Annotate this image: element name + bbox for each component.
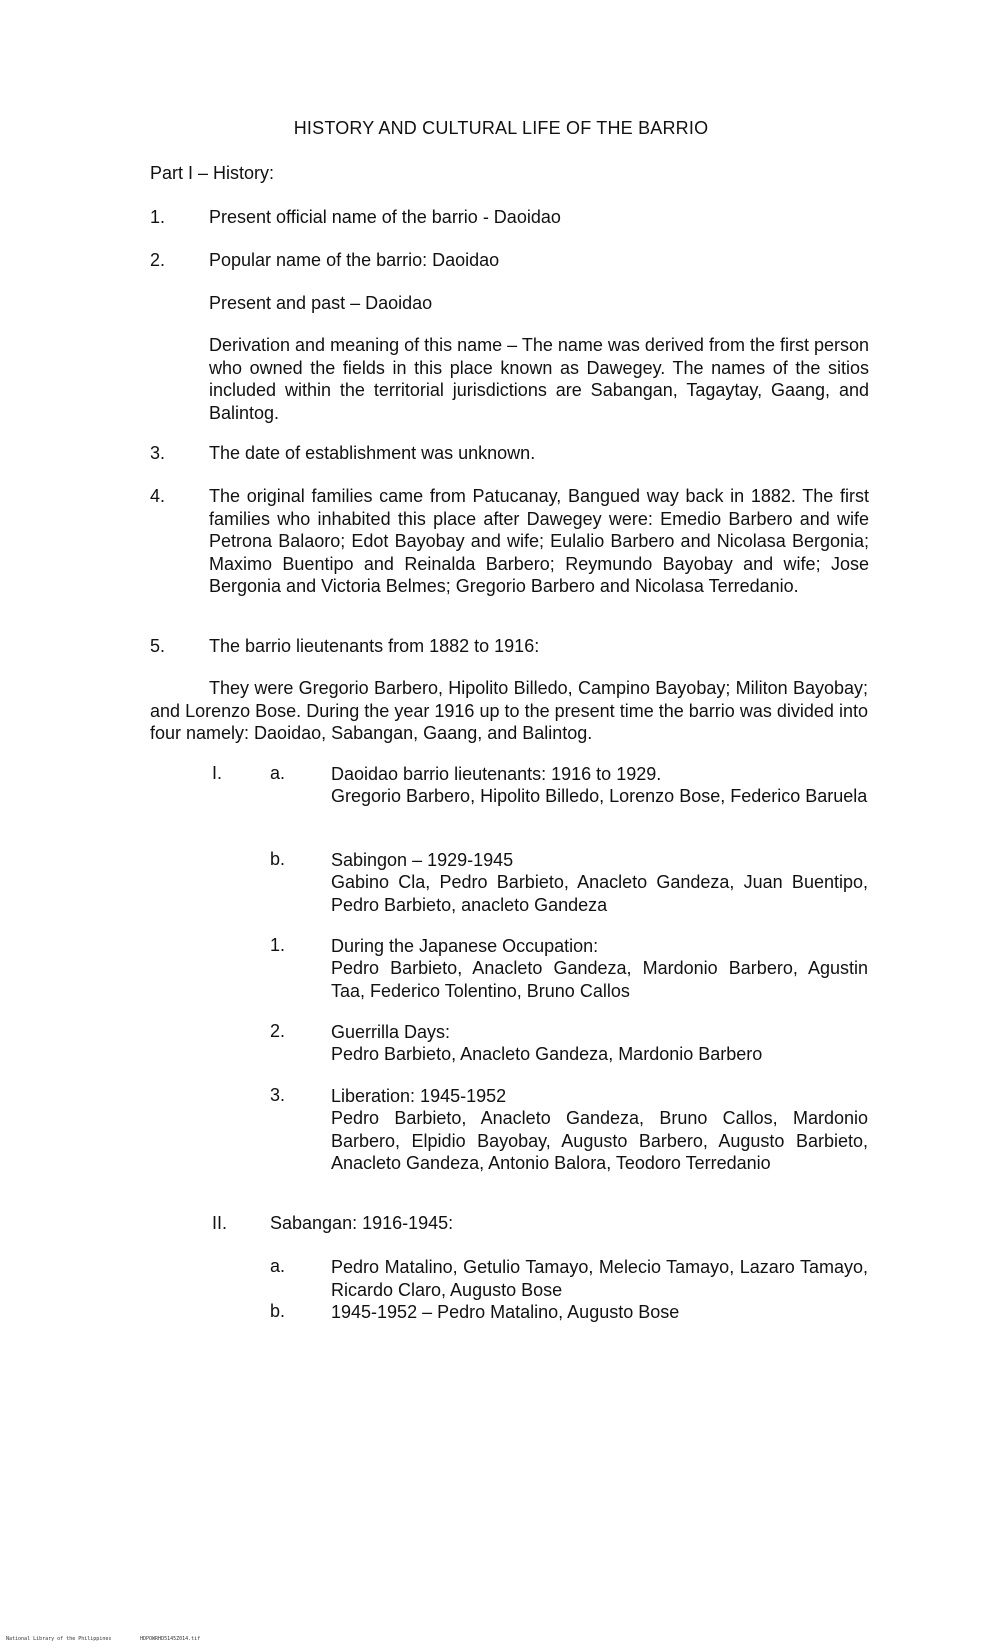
item-text: The date of establishment was unknown. xyxy=(209,443,536,463)
entry-label: a. xyxy=(270,1256,286,1276)
section-numeral: II. xyxy=(212,1213,228,1233)
document-title: HISTORY AND CULTURAL LIFE OF THE BARRIO xyxy=(293,118,709,138)
entry-label: 2. xyxy=(270,1021,286,1041)
entry-heading: Guerrilla Days: xyxy=(331,1022,451,1042)
entry-text: Pedro Matalino, Getulio Tamayo, Melecio Tamayo, Lazaro Tamayo, Ricardo Claro, Augusto Bose xyxy=(331,1257,868,1300)
item-text: Present and past – Daoidao xyxy=(209,293,433,313)
footer-source: National Library of the Philippines xyxy=(6,1636,112,1642)
entry-label: 1. xyxy=(270,935,286,955)
entry-label: 3. xyxy=(270,1085,286,1105)
item-number: 5. xyxy=(150,636,166,656)
item-number: 1. xyxy=(150,207,166,227)
item-text: Derivation and meaning of this name – The name was derived from the first person who owned the fields in this place known as Dawegey. The names of the sitios included within the territorial jurisdictions are Sabangan, Tagaytay, Gaang, and Balintog. xyxy=(209,335,870,423)
item-number: 3. xyxy=(150,443,166,463)
entry-heading: Liberation: 1945-1952 xyxy=(331,1086,507,1106)
entry-label: b. xyxy=(270,849,286,869)
part-heading: Part I – History: xyxy=(150,163,275,183)
entry-text: Pedro Barbieto, Anacleto Gandeza, Bruno Callos, Mardonio Barbero, Elpidio Bayobay, Augusto Barbero, Augusto Barbieto, Anacleto Gandeza, Antonio Balora, Teodoro Terredanio xyxy=(331,1108,868,1173)
entry-heading: During the Japanese Occupation: xyxy=(331,936,599,956)
entry-label: b. xyxy=(270,1301,286,1321)
entry-heading: Sabingon – 1929-1945 xyxy=(331,850,514,870)
item-text: The original families came from Patucanay, Bangued way back in 1882. The first families who inhabited this place after Dawegey were: Emedio Barbero and wife Petrona Balaoro; Edot Bayobay and wife; Eulalio Barbero and Nicolasa Bergonia; Maximo Buentipo and Reinalda Barbero; Reymundo Bayobay and wife; Jose Bergonia and Victoria Belmes; Gregorio Barbero and Nicolasa Terredanio. xyxy=(209,486,869,596)
section-heading: Sabangan: 1916-1945: xyxy=(270,1213,454,1233)
entry-text: Gregorio Barbero, Hipolito Billedo, Lorenzo Bose, Federico Baruela xyxy=(331,786,868,806)
item-text: Popular name of the barrio: Daoidao xyxy=(209,250,500,270)
entry-text: Pedro Barbieto, Anacleto Gandeza, Mardonio Barbero, Agustin Taa, Federico Tolentino, Bruno Callos xyxy=(331,958,868,1001)
entry-text: Pedro Barbieto, Anacleto Gandeza, Mardonio Barbero xyxy=(331,1044,763,1064)
item-number: 2. xyxy=(150,250,166,270)
item-text: The barrio lieutenants from 1882 to 1916: xyxy=(209,636,540,656)
entry-text: Gabino Cla, Pedro Barbieto, Anacleto Gandeza, Juan Buentipo, Pedro Barbieto, anacleto Gandeza xyxy=(331,872,868,915)
item-text: Present official name of the barrio - Daoidao xyxy=(209,207,561,227)
item-number: 4. xyxy=(150,486,166,506)
entry-label: a. xyxy=(270,763,286,783)
entry-text: 1945-1952 – Pedro Matalino, Augusto Bose xyxy=(331,1302,680,1322)
entry-heading: Daoidao barrio lieutenants: 1916 to 1929. xyxy=(331,764,662,784)
footer-filename: HDPOWRHD5145Z014.tif xyxy=(140,1636,201,1642)
section-numeral: I. xyxy=(212,763,223,783)
lieutenants-paragraph: They were Gregorio Barbero, Hipolito Billedo, Campino Bayobay; Militon Bayobay; and Lorenzo Bose. During the year 1916 up to the present time the barrio was divided into four namely: Daoidao, Sabangan, Gaang, and Balintog. xyxy=(150,678,868,743)
